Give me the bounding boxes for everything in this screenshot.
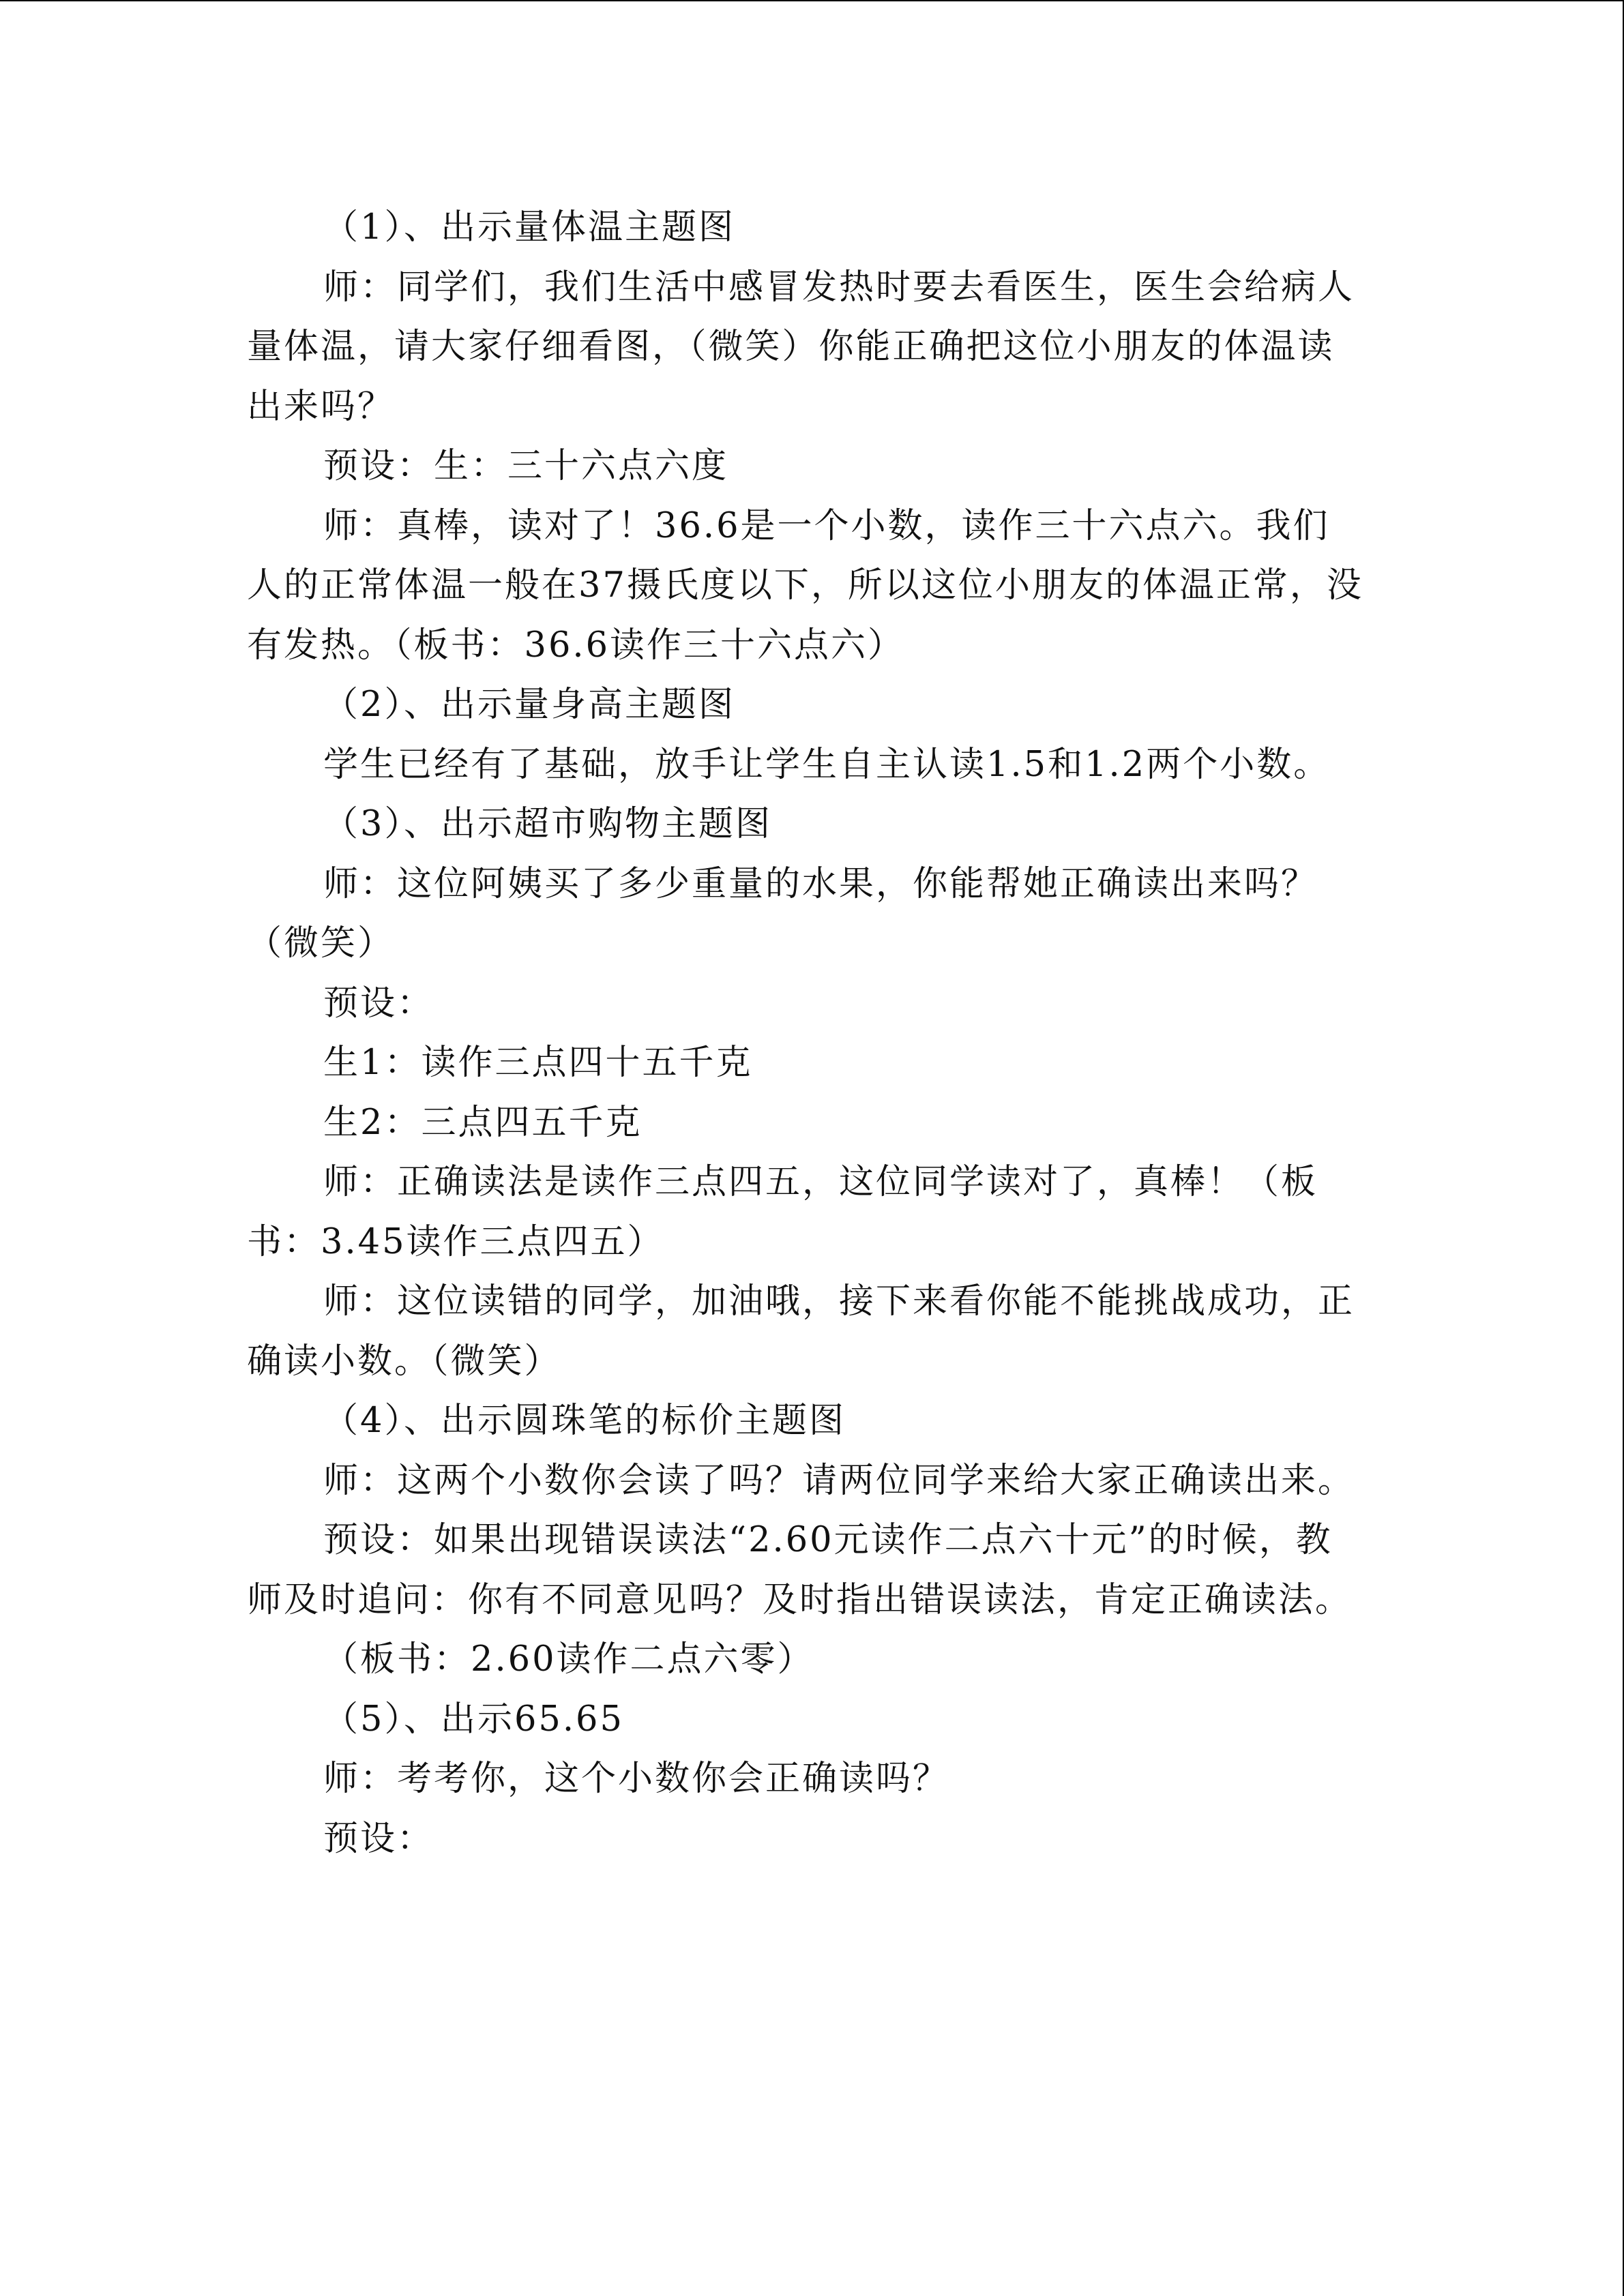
paragraph: 生1：读作三点四十五千克 xyxy=(323,1043,753,1083)
paragraph: 师：同学们，我们生活中感冒发热时要去看医生，医生会给病人量体温，请大家仔细看图，（微笑）你能正确把这位小朋友的体温读出来吗？ xyxy=(247,267,1355,427)
page-top-border xyxy=(0,0,1624,1)
paragraph: 师：这位阿姨买了多少重量的水果，你能帮她正确读出来吗？（微笑） xyxy=(247,863,1318,964)
paragraph: 预设：如果出现错误读法“2.60元读作二点六十元”的时候，教师及时追问：你有不同意见吗？及时指出错误读法，肯定正确读法。 xyxy=(247,1520,1353,1620)
paragraph: （板书：2.60读作二点六零） xyxy=(323,1639,814,1680)
section-heading-4: （4）、出示圆珠笔的标价主题图 xyxy=(323,1401,846,1441)
section-heading-1: （1）、出示量体温主题图 xyxy=(323,207,735,248)
paragraph: 学生已经有了基础，放手让学生自主认读1.5和1.2两个小数。 xyxy=(323,744,1331,785)
paragraph: 预设： xyxy=(323,983,434,1024)
paragraph: 预设： xyxy=(323,1818,434,1859)
section-heading-2: （2）、出示量身高主题图 xyxy=(323,685,735,725)
section-heading-5: （5）、出示65.65 xyxy=(323,1699,624,1740)
section-heading-3: （3）、出示超市购物主题图 xyxy=(323,804,772,844)
paragraph: 师：考考你，这个小数你会正确读吗？ xyxy=(323,1759,950,1799)
paragraph: 师：这位读错的同学，加油哦，接下来看你能不能挑战成功，正确读小数。（微笑） xyxy=(247,1281,1355,1382)
paragraph: 预设：生：三十六点六度 xyxy=(323,446,729,486)
paragraph: 师：这两个小数你会读了吗？请两位同学来给大家正确读出来。 xyxy=(323,1460,1355,1501)
paragraph: 师：正确读法是读作三点四五，这位同学读对了，真棒！（板书：3.45读作三点四五） xyxy=(247,1162,1318,1262)
document-body xyxy=(247,198,1365,1868)
paragraph: 生2：三点四五千克 xyxy=(323,1102,643,1143)
paragraph: 师：真棒，读对了！36.6是一个小数，读作三十六点六。我们人的正常体温一般在37摄氏度以下，所以这位小朋友的体温正常，没有发热。（板书：36.6读作三十六点六） xyxy=(247,505,1363,666)
